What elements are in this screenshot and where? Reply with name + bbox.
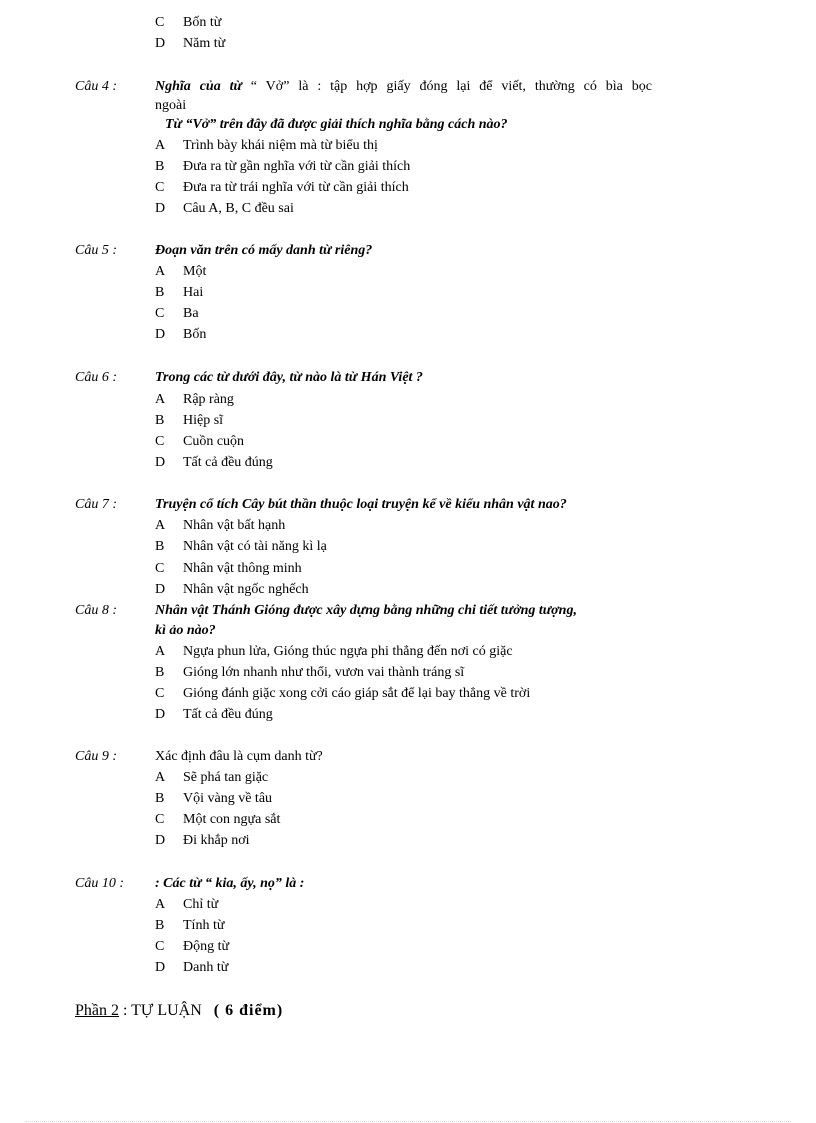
option-text: Đi khắp nơi xyxy=(183,833,250,848)
option-row xyxy=(155,36,225,52)
option-letter: C xyxy=(155,180,165,195)
option-text: Tính từ xyxy=(183,918,225,933)
option-letter: B xyxy=(155,791,165,806)
option-text: Cuồn cuộn xyxy=(183,434,245,449)
question-label: Câu 7 : xyxy=(75,497,117,512)
option-text: Danh từ xyxy=(183,960,229,975)
option-text: Đưa ra từ gần nghĩa với từ cần giải thích xyxy=(183,159,411,174)
option-letter: A xyxy=(155,138,166,153)
option-row xyxy=(155,306,199,322)
option-row xyxy=(155,918,224,934)
question-text: Truyện cổ tích Cây bút thần thuộc loại truyện kể về kiểu nhân vật nao? xyxy=(155,497,567,512)
option-letter: A xyxy=(155,518,166,533)
option-row xyxy=(155,897,218,913)
option-letter: C xyxy=(155,812,165,827)
question-label: Câu 4 : xyxy=(75,79,117,94)
option-row xyxy=(155,960,228,976)
option-text: Tất cả đều đúng xyxy=(183,455,273,470)
option-row xyxy=(155,539,327,555)
option-letter: D xyxy=(155,960,166,975)
option-row xyxy=(155,138,378,154)
question-intro-emphasis: Nghĩa của từ xyxy=(155,79,242,94)
question-text-wrap: kì ảo nào? xyxy=(155,623,216,638)
option-row xyxy=(155,518,285,534)
question-label: Câu 5 : xyxy=(75,243,117,258)
option-text: Ngựa phun lửa, Gióng thúc ngựa phi thẳng đến nơi có giặc xyxy=(183,644,513,659)
option-row xyxy=(155,455,273,471)
option-letter: B xyxy=(155,539,165,554)
question-label: Câu 9 : xyxy=(75,749,117,764)
option-text: Trình bày khái niệm mà từ biểu thị xyxy=(183,138,378,153)
section-score: ( 6 điểm) xyxy=(213,1002,284,1019)
option-row xyxy=(155,285,203,301)
question-text: : Các từ “ kia, ấy, nọ” là : xyxy=(155,876,305,891)
option-letter: D xyxy=(155,455,166,470)
option-letter: D xyxy=(155,201,166,216)
option-letter: A xyxy=(155,644,166,659)
option-text: Một xyxy=(183,264,207,279)
section-heading xyxy=(75,1002,283,1020)
option-row xyxy=(155,770,268,786)
option-text: Gióng lớn nhanh như thổi, vươn vai thành tráng sĩ xyxy=(183,665,465,680)
question-intro xyxy=(155,79,652,95)
option-text: Một con ngựa sắt xyxy=(183,812,281,827)
section-part-label: Phần 2 xyxy=(75,1002,119,1019)
option-row xyxy=(155,939,229,955)
question-text: Từ “Vở” trên đây đã được giải thích nghĩa bằng cách nào? xyxy=(165,117,508,132)
option-text: Nhân vật bất hạnh xyxy=(183,518,286,533)
option-row xyxy=(155,413,223,429)
option-letter: C xyxy=(155,15,165,30)
question-label: Câu 8 : xyxy=(75,603,117,618)
question-label: Câu 6 : xyxy=(75,370,117,385)
question-intro-wrap: ngoài xyxy=(155,98,187,113)
question-text: Đoạn văn trên có mấy danh từ riêng? xyxy=(155,243,373,258)
question-text: Nhân vật Thánh Gióng được xây dựng bằng những chi tiết tưởng tượng, xyxy=(155,603,577,618)
option-letter: C xyxy=(155,686,165,701)
option-letter: C xyxy=(155,434,165,449)
option-row xyxy=(155,327,206,343)
option-row xyxy=(155,686,530,702)
option-text: Rập ràng xyxy=(183,392,234,407)
option-text: Bốn xyxy=(183,327,207,342)
question-text: Xác định đâu là cụm danh từ? xyxy=(155,749,323,764)
option-text: Đưa ra từ trái nghĩa với từ cần giải thích xyxy=(183,180,409,195)
option-text: Hai xyxy=(183,285,204,300)
option-text: Động từ xyxy=(183,939,230,954)
option-text: Ba xyxy=(183,306,199,321)
option-letter: D xyxy=(155,833,166,848)
option-letter: B xyxy=(155,413,165,428)
option-row xyxy=(155,264,206,280)
option-row xyxy=(155,201,294,217)
question-label: Câu 10 : xyxy=(75,876,124,891)
option-row xyxy=(155,159,410,175)
option-letter: A xyxy=(155,392,166,407)
section-title: TỰ LUẬN xyxy=(131,1002,202,1019)
option-row xyxy=(155,15,221,31)
option-text: Tất cả đều đúng xyxy=(183,707,273,722)
option-letter: B xyxy=(155,918,165,933)
page-bottom-rule xyxy=(25,1121,791,1122)
option-letter: A xyxy=(155,897,166,912)
question-intro-rest: “ Vở” là : tập hợp giấy đóng lại để viết, thường có bìa bọc xyxy=(241,79,652,94)
option-row xyxy=(155,833,250,849)
option-row xyxy=(155,392,234,408)
option-letter: D xyxy=(155,36,166,51)
option-text: Chỉ từ xyxy=(183,897,219,912)
option-letter: B xyxy=(155,159,165,174)
option-letter: D xyxy=(155,707,166,722)
option-row xyxy=(155,791,272,807)
option-text: Gióng đánh giặc xong cởi cáo giáp sắt để lại bay thẳng về trời xyxy=(183,686,531,701)
option-letter: C xyxy=(155,561,165,576)
option-text: Nhân vật ngốc nghếch xyxy=(183,582,309,597)
option-row xyxy=(155,644,513,660)
option-row xyxy=(155,561,302,577)
option-row xyxy=(155,707,273,723)
option-text: Bốn từ xyxy=(183,15,222,30)
option-text: Sẽ phá tan giặc xyxy=(183,770,269,785)
question-text: Trong các từ dưới đây, từ nào là từ Hán Việt ? xyxy=(155,370,423,385)
option-text: Hiệp sĩ xyxy=(183,413,224,428)
option-text: Câu A, B, C đều sai xyxy=(183,201,294,216)
option-row xyxy=(155,665,464,681)
option-letter: D xyxy=(155,327,166,342)
option-row xyxy=(155,180,409,196)
option-text: Nhân vật có tài năng kì lạ xyxy=(183,539,327,554)
option-letter: C xyxy=(155,939,165,954)
option-letter: B xyxy=(155,665,165,680)
option-letter: A xyxy=(155,770,166,785)
option-letter: A xyxy=(155,264,166,279)
option-letter: D xyxy=(155,582,166,597)
option-row xyxy=(155,434,244,450)
option-text: Nhân vật thông minh xyxy=(183,561,302,576)
option-row xyxy=(155,582,309,598)
option-text: Năm từ xyxy=(183,36,226,51)
option-letter: C xyxy=(155,306,165,321)
option-letter: B xyxy=(155,285,165,300)
section-separator: : xyxy=(119,1002,132,1019)
option-text: Vội vàng về tâu xyxy=(183,791,273,806)
option-row xyxy=(155,812,280,828)
